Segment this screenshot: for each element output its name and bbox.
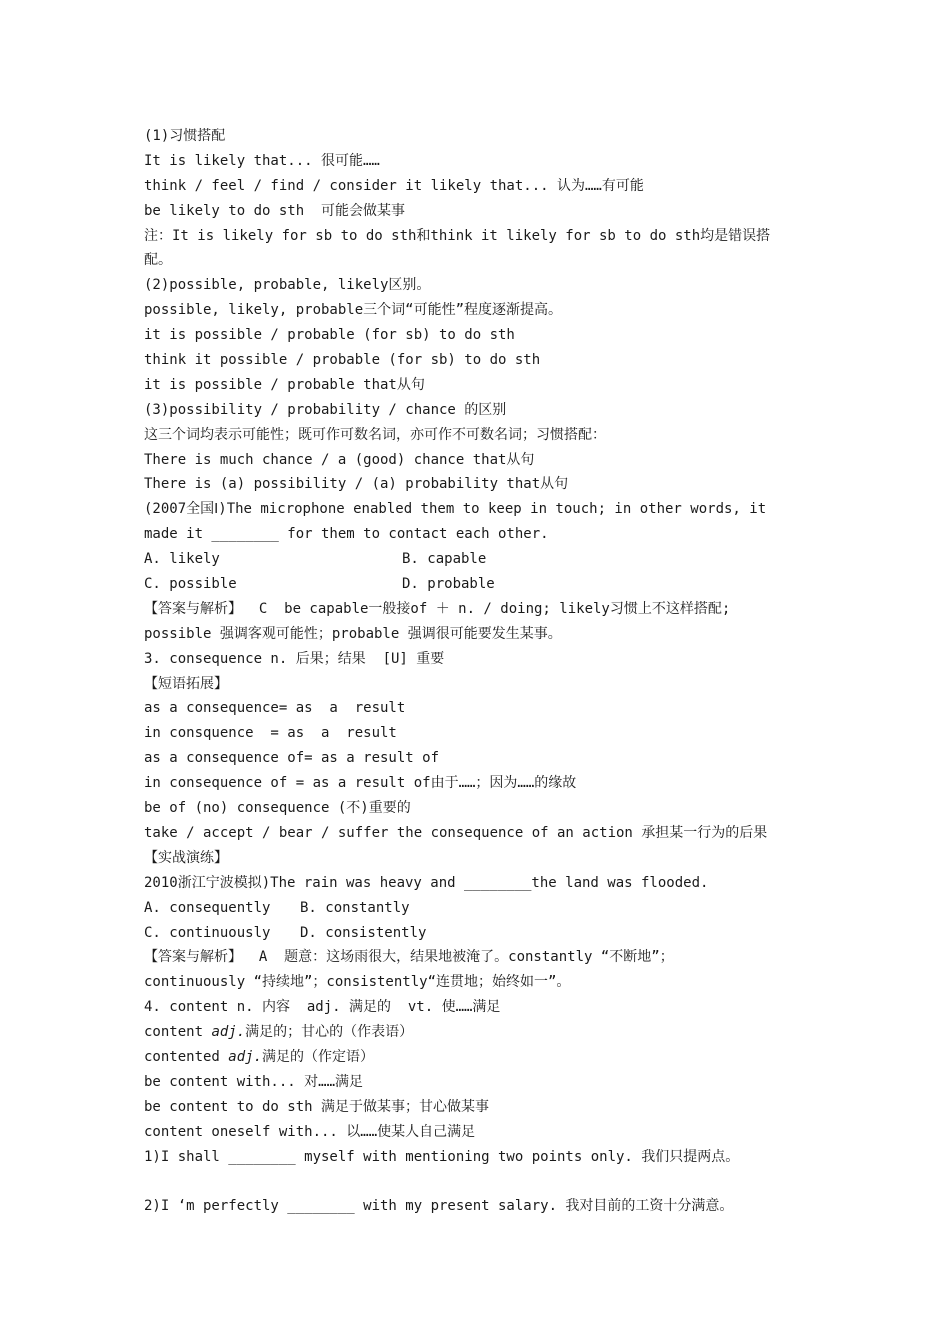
section-heading-distinction: (2)possible, probable, likely区别。 (144, 277, 431, 294)
document-body (144, 124, 816, 1219)
text-line: in consquence = as a result (144, 725, 397, 742)
text-line: be of (no) consequence (不)重要的 (144, 800, 411, 817)
text-line: content oneself with... 以……使某人自己满足 (144, 1123, 476, 1140)
text-fragment: 满足的；甘心的（作表语） (245, 1024, 414, 1041)
vocab-entry-content: 4. content n. 内容 adj. 满足的 vt. 使……满足 (144, 999, 501, 1016)
text-fragment: content (144, 1024, 212, 1041)
option-d: D. probable (402, 576, 495, 593)
exercise-question: 2010浙江宁波模拟)The rain was heavy and ________the land was flooded. (144, 874, 709, 891)
text-line: it is possible / probable (for sb) to do sth (144, 327, 515, 344)
text-line (144, 1045, 816, 1070)
text-line: be content to do sth 满足于做某事；甘心做某事 (144, 1098, 490, 1115)
exercise-question: (2007全国Ⅰ)The microphone enabled them to keep in touch; in other words, it (144, 501, 767, 518)
option-a: A. likely (144, 551, 220, 568)
note-line: 注：It is likely for sb to do sth和think it likely for sb to do sth均是错误搭 (144, 227, 771, 244)
answer-explanation-continued: continuously “持续地”；consistently“连贯地；始终如一”。 (144, 974, 571, 991)
subheading-practice: 【实战演练】 (144, 849, 228, 866)
text-line: think it possible / probable (for sb) to do sth (144, 352, 541, 369)
text-line: possible, likely, probable三个词“可能性”程度逐渐提高。 (144, 302, 563, 319)
exercise-sentence: 2)I ‘m perfectly ________ with my present salary. 我对目前的工资十分满意。 (144, 1198, 734, 1215)
part-of-speech: adj. (228, 1048, 263, 1065)
text-fragment: 满足的（作定语） (262, 1048, 375, 1065)
exercise-options-row (144, 572, 816, 597)
text-line: think / feel / find / consider it likely that... 认为……有可能 (144, 177, 644, 194)
text-line: be content with... 对……满足 (144, 1073, 364, 1090)
option-b: B. capable (402, 551, 487, 568)
text-line: it is possible / probable that从句 (144, 376, 425, 393)
text-line: There is much chance / a (good) chance that从句 (144, 451, 535, 468)
text-fragment: contented (144, 1048, 229, 1065)
section-heading-collocations: (1)习惯搭配 (144, 128, 226, 144)
text-line: 这三个词均表示可能性；既可作可数名词，亦可作不可数名词；习惯搭配： (144, 426, 606, 443)
text-line: in consequence of = as a result of由于……；因为……的缘故 (144, 775, 577, 792)
exercise-sentence: 1)I shall ________ myself with mentioning two points only. 我们只提两点。 (144, 1148, 740, 1165)
option-c: C. possible (144, 576, 237, 593)
text-line: It is likely that... 很可能…… (144, 152, 380, 169)
subheading-phrase-expansion: 【短语拓展】 (144, 675, 228, 692)
text-line (144, 1020, 816, 1045)
exercise-options-row (144, 896, 816, 921)
exercise-options-row (144, 547, 816, 572)
vocab-entry-consequence: 3. consequence n. 后果；结果 [U] 重要 (144, 650, 445, 667)
answer-explanation: 【答案与解析】 C be capable一般接of ＋ n. / doing; likely习惯上不这样搭配; (144, 600, 731, 617)
note-line-continued: 配。 (144, 252, 172, 269)
exercise-question-continued: made it ________ for them to contact each other. (144, 526, 549, 543)
option-a: A. consequently (144, 899, 271, 916)
text-line: There is (a) possibility / (a) probability that从句 (144, 476, 569, 493)
text-line: as a consequence= as a result (144, 700, 406, 717)
text-line: be likely to do sth 可能会做某事 (144, 202, 406, 219)
answer-explanation: 【答案与解析】 A 题意：这场雨很大，结果地被淹了。constantly “不断地”； (144, 949, 674, 966)
section-heading-possibility: (3)possibility / probability / chance 的区别 (144, 401, 507, 418)
text-line: as a consequence of= as a result of (144, 750, 440, 767)
answer-explanation-continued: possible 强调客观可能性；probable 强调很可能要发生某事。 (144, 625, 562, 642)
exercise-options-row (144, 921, 816, 946)
option-c: C. continuously (144, 924, 271, 941)
text-line: take / accept / bear / suffer the consequence of an action 承担某一行为的后果 (144, 824, 768, 841)
part-of-speech: adj. (211, 1024, 246, 1041)
option-b: B. constantly (300, 899, 410, 916)
option-d: D. consistently (300, 924, 427, 941)
blank-line (144, 1169, 816, 1194)
